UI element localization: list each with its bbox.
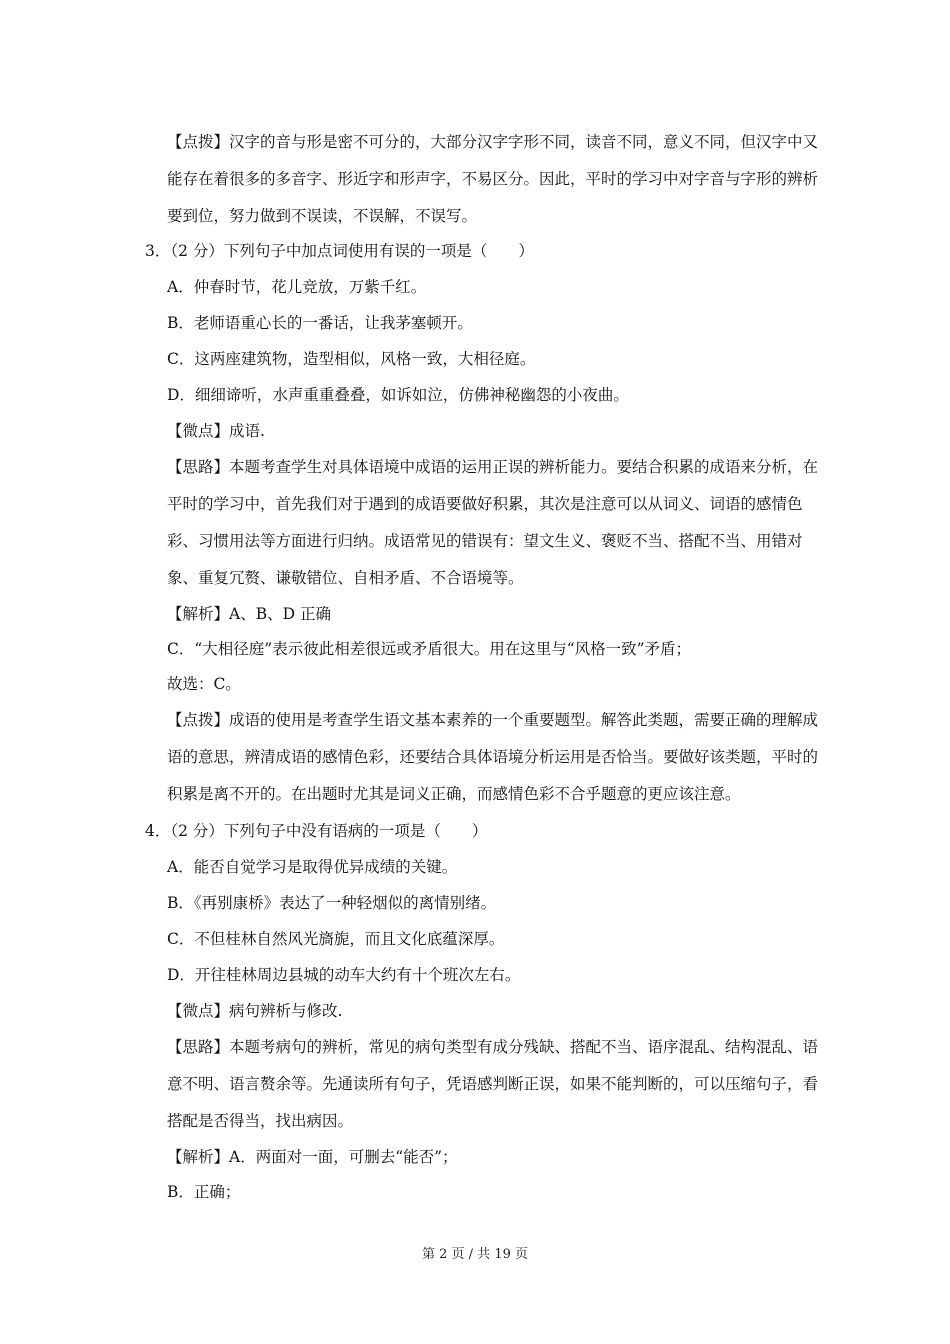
option-d: D．开往桂林周边县城的动车大约有十个班次左右。	[167, 966, 521, 984]
hint-paragraph: 【点拨】汉字的音与形是密不可分的，大部分汉字字形不同，读音不同，意义不同，但汉字中又能存在着很多的多音字、形近字和形声字，不易区分。因此，平时的学习中对字音与字形的辨析要到位，努力做到不误读，不误解，不误写。	[167, 133, 819, 225]
analysis-line: 【解析】A．两面对一面，可删去“能否”；	[167, 1148, 458, 1166]
answer-line: 故选：C。	[167, 675, 241, 693]
question-4: 4．（2 分）下列句子中没有语病的一项是（ ）	[145, 822, 488, 840]
option-a: A．仲春时节，花儿竞放，万紫千红。	[167, 278, 427, 296]
hint-paragraph: 【点拨】成语的使用是考查学生语文基本素养的一个重要题型。解答此类题，需要正确的理解成语的意思，辨清成语的感情色彩，还要结合具体语境分析运用是否恰当。要做好该类题，平时的积累是离不开的。在出题时尤其是词义正确，而感情色彩不合乎题意的更应该注意。	[167, 711, 819, 803]
page-footer: 第 2 页 / 共 19 页	[422, 1247, 528, 1262]
analysis-line: 【解析】A、B、D 正确	[167, 605, 331, 623]
approach-paragraph: 【思路】本题考病句的辨析，常见的病句类型有成分残缺、搭配不当、语序混乱、结构混乱、语意不明、语言赘余等。先通读所有句子，凭语感判断正误，如果不能判断的，可以压缩句子，看搭配是否得当，找出病因。	[167, 1038, 819, 1130]
question-3: 3．（2 分）下列句子中加点词使用有误的一项是（ ）	[145, 242, 534, 260]
option-a: A．能否自觉学习是取得优异成绩的关键。	[167, 858, 458, 876]
document-content	[145, 124, 825, 1210]
option-b: B．老师语重心长的一番话，让我茅塞顿开。	[167, 314, 473, 332]
option-b: B．《再别康桥》表达了一种轻烟似的离情别绪。	[167, 894, 497, 912]
keypoint-line: 【微点】病句辨析与修改.	[167, 1002, 343, 1020]
analysis-line: B．正确；	[167, 1183, 241, 1201]
analysis-line: C．“大相径庭”表示彼此相差很远或矛盾很大。用在这里与“风格一致”矛盾；	[167, 640, 692, 658]
option-c: C．这两座建筑物，造型相似，风格一致，大相径庭。	[167, 350, 536, 368]
option-d: D．细细谛听，水声重重叠叠，如诉如泣，仿佛神秘幽怨的小夜曲。	[167, 386, 629, 404]
keypoint-line: 【微点】成语.	[167, 422, 265, 440]
option-c: C．不但桂林自然风光旖旎，而且文化底蕴深厚。	[167, 930, 505, 948]
approach-paragraph: 【思路】本题考查学生对具体语境中成语的运用正误的辨析能力。要结合积累的成语来分析，在平时的学习中，首先我们对于遇到的成语要做好积累，其次是注意可以从词义、词语的感情色彩、习惯用法等方面进行归纳。成语常见的错误有：望文生义、褒贬不当、搭配不当、用错对象、重复冗赘、谦敬错位、自相矛盾、不合语境等。	[167, 458, 819, 587]
